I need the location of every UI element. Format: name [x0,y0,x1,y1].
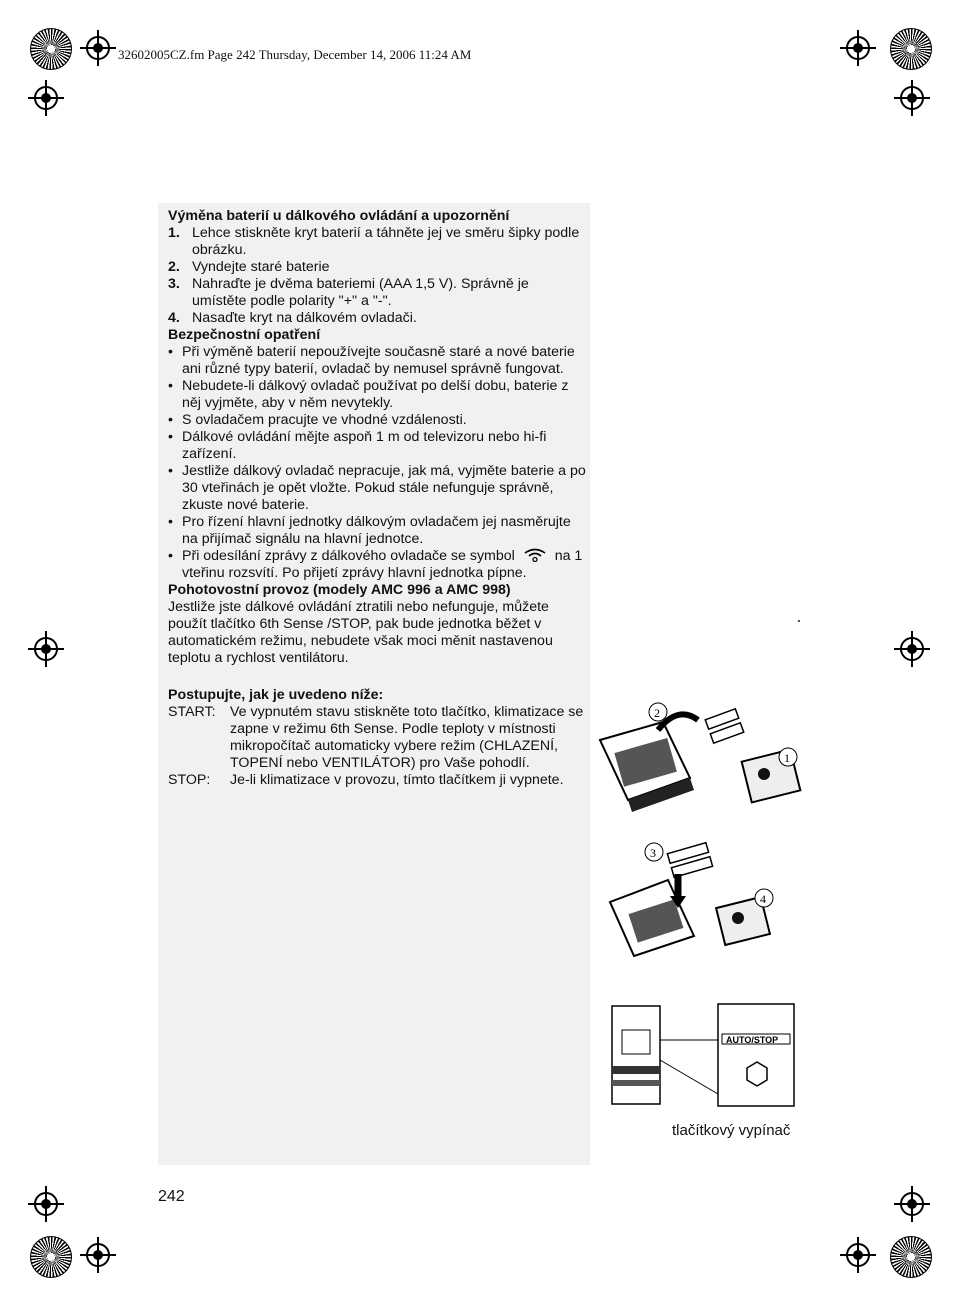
crosshair-icon [34,86,58,110]
list-item: • Pro řízení hlavní jednotky dálkovým ovladačem jej nasměrujte na přijímač signálu na hlavní jednotce. [168,514,571,547]
stray-dot [798,620,800,622]
crosshair-icon [900,1192,924,1216]
registration-star-icon [30,1236,72,1278]
crosshair-icon [86,36,110,60]
crosshair-icon [34,637,58,661]
crosshair-icon [34,1192,58,1216]
start-row [168,704,586,772]
list-item: • Nebudete-li dálkový ovladač používat po delší dobu, baterie z něj vyjměte, aby v něm nevytekly. [168,378,569,411]
battery-steps [168,225,586,327]
list-item: • Jestliže dálkový ovladač nepracuje, jak má, vyjměte baterie a po 30 vteřinách je opět vložte. Pokud stále nefunguje správně, zkuste nové baterie. [168,463,586,513]
step-number-3: 3 [650,846,656,860]
auto-stop-label: AUTO/STOP [726,1035,779,1045]
step-number-1: 1 [784,751,790,765]
step-item: 3. Nahraďte je dvěma bateriemi (AAA 1,5 V). Správně je umístěte podle polarity "+" a "-". [168,276,529,309]
registration-star-icon [890,28,932,70]
crosshair-icon [846,36,870,60]
start-text: Ve vypnutém stavu stiskněte toto tlačítko, klimatizace se zapne v režimu 6th Sense. Podle teploty v místnosti mikropočítač automaticky vybere režim (CHLAZENÍ, TOPENÍ nebo VENTILÁTOR) pro Vaše pohodlí. [230,704,584,771]
step-number-4: 4 [760,892,766,906]
figure-caption: tlačítkový vypínač [672,1122,791,1139]
registration-star-icon [890,1236,932,1278]
step-item: 1. Lehce stiskněte kryt baterií a táhněte jej ve směru šipky podle obrázku. [168,225,580,258]
section-title-procedure: Postupujte, jak je uvedeno níže: [168,687,384,703]
step-number-2: 2 [654,706,660,720]
crosshair-icon [846,1243,870,1267]
crosshair-icon [900,86,924,110]
list-item: • S ovladačem pracujte ve vhodné vzdálenosti. [168,412,467,428]
safety-list [168,344,586,582]
crosshair-icon [86,1243,110,1267]
stop-row [168,772,586,789]
battery-cover-removal-illustration [598,700,808,820]
step-item: 2. Vyndejte staré baterie [168,259,330,275]
section-title-safety: Bezpečnostní opatření [168,327,321,343]
section-title-standby: Pohotovostní provoz (modely AMC 996 a AMC 998) [168,582,511,598]
crosshair-icon [900,637,924,661]
battery-insert-illustration [608,832,808,962]
list-item: • Dálkové ovládání mějte aspoň 1 m od televizoru nebo hi-fi zařízení. [168,429,547,462]
signal-symbol-icon [519,548,551,562]
step-item: 4. Nasaďte kryt na dálkovém ovladači. [168,310,417,326]
page-number: 242 [158,1188,185,1205]
file-header: 32602005CZ.fm Page 242 Thursday, December 14, 2006 11:24 AM [118,47,472,62]
standby-text: Jestliže jste dálkové ovládání ztratili nebo nefunguje, můžete použít tlačítko 6th Sense /STOP, pak bude jednotka běžet v automatickém režimu, nebudete však moci měnit nastavenou teplotu a rychlost ventilátoru. [168,599,553,666]
stop-label: STOP: [168,772,211,788]
main-content [168,208,586,789]
start-label: START: [168,704,216,720]
registration-star-icon [30,28,72,70]
stop-text: Je-li klimatizace v provozu, tímto tlačítkem ji vypnete. [230,772,564,788]
list-item: • Při odesílání zprávy z dálkového ovladače se symbol na 1 vteřinu rozsvítí. Po přijetí zprávy hlavní jednotka pípne. [168,548,583,581]
auto-stop-button-illustration [608,1000,798,1110]
section-title-battery: Výměna baterií u dálkového ovládání a upozornění [168,208,510,224]
list-item: • Při výměně baterií nepoužívejte současně staré a nové baterie ani různé typy baterií, ovladač by nemusel správně fungovat. [168,344,575,377]
